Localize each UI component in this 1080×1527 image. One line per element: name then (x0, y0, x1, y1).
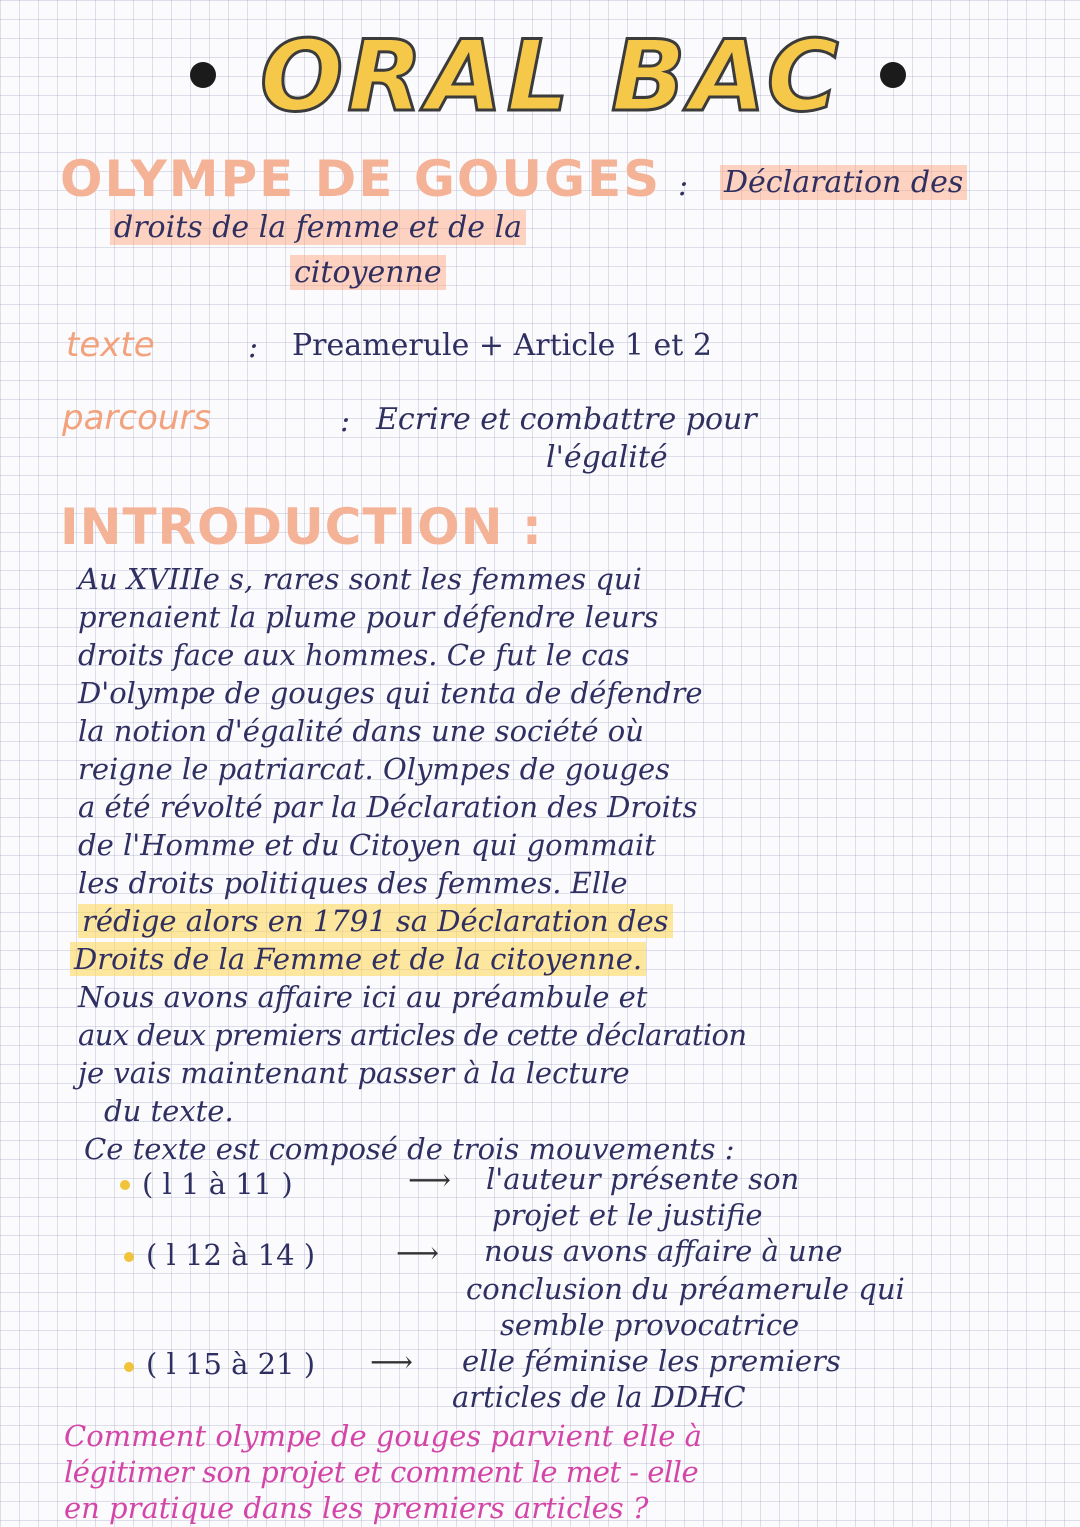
movement-desc: semble provocatrice (500, 1308, 800, 1342)
intro-line: de l'Homme et du Citoyen qui gommait (78, 828, 656, 862)
problematique-line: Comment olympe de gouges parvient elle à (64, 1419, 702, 1453)
work-title-line3 (290, 255, 446, 290)
movement-desc: nous avons affaire à une (484, 1234, 843, 1268)
intro-line-text: Droits de la Femme et de la citoyenne. (70, 942, 646, 976)
work-title-line1-text: Déclaration des (720, 165, 967, 200)
parcours-value-line1: Ecrire et combattre pour (376, 402, 757, 437)
intro-line-highlighted (78, 902, 673, 940)
movement-desc: articles de la DDHC (452, 1380, 746, 1414)
intro-line: je vais maintenant passer à la lecture (78, 1056, 630, 1090)
bullet-icon (124, 1362, 134, 1372)
movement-range: ( l 15 à 21 ) (146, 1347, 316, 1381)
author-name: OLYMPE DE GOUGES (60, 150, 662, 208)
intro-line: les droits politiques des femmes. Elle (78, 866, 628, 900)
introduction-heading: INTRODUCTION : (60, 498, 543, 556)
movement-desc: conclusion du préamerule qui (466, 1272, 905, 1306)
intro-line: aux deux premiers articles de cette déclaration (78, 1018, 747, 1052)
page-title: ORAL BAC (260, 20, 843, 134)
movement-range: ( l 12 à 14 ) (146, 1238, 316, 1272)
problematique-line: légitimer son projet et comment le met - elle (64, 1455, 699, 1489)
intro-line: Nous avons affaire ici au préambule et (78, 980, 648, 1014)
intro-line: la notion d'égalité dans une société où (78, 714, 644, 748)
texte-value: Preamerule + Article 1 et 2 (292, 328, 712, 363)
parcours-label: parcours (62, 398, 212, 438)
work-separator: : (678, 168, 689, 203)
intro-line: Au XVIIIe s, rares sont les femmes qui (78, 562, 642, 596)
movement-range: ( l 1 à 11 ) (142, 1167, 293, 1201)
intro-line: Ce texte est composé de trois mouvements : (84, 1132, 735, 1166)
texte-label: texte (66, 325, 155, 365)
intro-line: a été révolté par la Déclaration des Droits (78, 790, 698, 824)
problematique-line: en pratique dans les premiers articles ? (64, 1491, 649, 1525)
binder-hole-left (190, 62, 216, 88)
work-title-line2-text: droits de la femme et de la (110, 210, 526, 245)
work-title-line1 (720, 165, 967, 200)
intro-line: prenaient la plume pour défendre leurs (78, 600, 659, 634)
movement-desc: elle féminise les premiers (462, 1344, 841, 1378)
intro-line: droits face aux hommes. Ce fut le cas (78, 638, 630, 672)
binder-hole-right (880, 62, 906, 88)
movement-desc: l'auteur présente son (486, 1162, 800, 1196)
intro-line: du texte. (104, 1094, 234, 1128)
bullet-icon (124, 1252, 134, 1262)
work-title-line2 (110, 210, 526, 245)
intro-line-text: rédige alors en 1791 sa Déclaration des (78, 904, 673, 938)
arrow-right-icon: ⟶ (408, 1163, 452, 1198)
arrow-right-icon: ⟶ (396, 1236, 440, 1271)
texte-colon: : (248, 330, 259, 365)
work-title-line3-text: citoyenne (290, 255, 446, 290)
parcours-colon: : (340, 404, 351, 439)
intro-line: reigne le patriarcat. Olympes de gouges (78, 752, 671, 786)
arrow-right-icon: ⟶ (370, 1345, 414, 1380)
parcours-value-line2: l'égalité (546, 440, 668, 475)
movement-desc: projet et le justifie (492, 1198, 763, 1232)
intro-line: D'olympe de gouges qui tenta de défendre (78, 676, 703, 710)
intro-line-highlighted (70, 940, 646, 978)
bullet-icon (120, 1180, 130, 1190)
